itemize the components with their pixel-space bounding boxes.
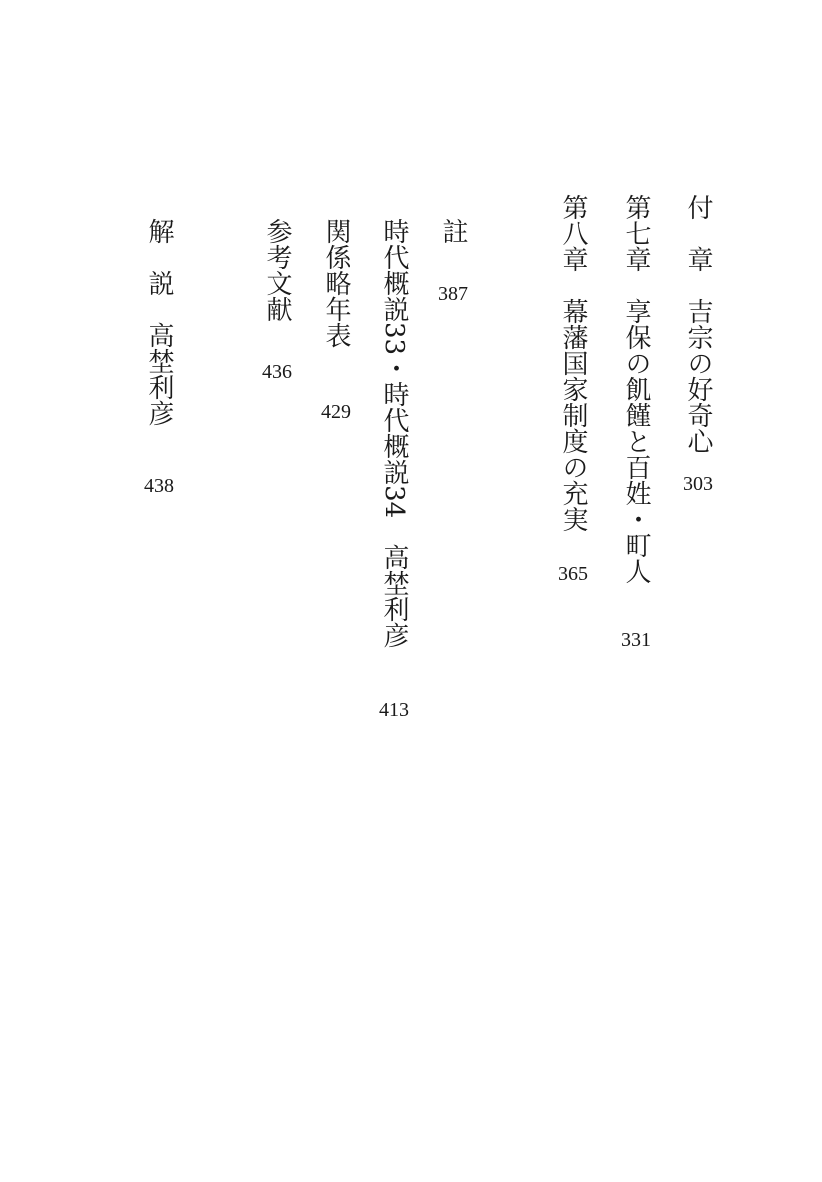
toc-entry-title: 第七章 享保の飢饉と百姓・町人	[621, 194, 651, 584]
toc-entry-title: 註	[438, 218, 468, 244]
toc-entry-commentary[interactable]	[139, 218, 179, 498]
toc-entry-chapter-7[interactable]	[616, 194, 656, 652]
toc-page-number: 365	[558, 563, 588, 585]
toc-page-number: 436	[262, 361, 292, 383]
toc-entry-title: 第八章 幕藩国家制度の充実	[558, 194, 588, 532]
toc-entry-title: 関係略年表	[321, 218, 351, 348]
toc-page-number: 413	[379, 699, 409, 722]
toc-page-number: 429	[321, 401, 351, 423]
toc-entry-references[interactable]	[257, 218, 297, 384]
toc-entry-chronology[interactable]	[316, 218, 356, 424]
toc-page-number: 331	[621, 629, 651, 651]
toc-page-number: 303	[683, 473, 713, 495]
toc-entry-notes[interactable]	[433, 218, 473, 306]
toc-entry-appendix[interactable]	[678, 194, 718, 496]
toc-entry-chapter-8[interactable]	[553, 194, 593, 586]
toc-entry-title: 解 説 高埜利彦	[144, 218, 174, 426]
toc-entry-overview[interactable]	[374, 218, 414, 722]
toc-entry-title: 付 章 吉宗の好奇心	[683, 194, 713, 454]
toc-entry-title: 参考文献	[262, 218, 292, 322]
toc-page-number: 438	[144, 475, 174, 497]
toc-entry-title: 時代概説33・時代概説34 高埜利彦	[379, 218, 409, 649]
toc-page-number: 387	[438, 283, 468, 305]
